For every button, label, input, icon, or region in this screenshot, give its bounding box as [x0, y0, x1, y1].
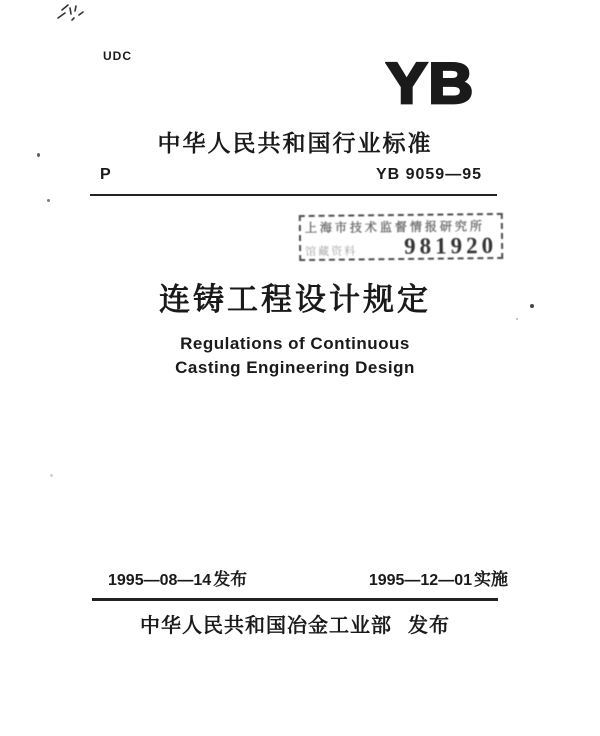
- yb-logo: YB: [386, 52, 475, 116]
- document-title-chinese: 连铸工程设计规定: [159, 282, 431, 317]
- scan-speck: [50, 474, 53, 477]
- scan-speck: [516, 318, 518, 320]
- stamp-text-line2: 馆藏资料: [305, 245, 358, 259]
- publish-label: 发布: [408, 615, 450, 637]
- scan-speck: [37, 153, 40, 157]
- classification-code: P: [100, 166, 111, 183]
- scan-speck: [530, 304, 534, 308]
- issue-date-group: [108, 565, 247, 590]
- issue-date: 1995—08—14: [108, 572, 212, 589]
- udc-label: UDC: [103, 49, 132, 63]
- stamp-accession-number: 981920: [403, 232, 498, 259]
- implement-date-group: [369, 565, 508, 590]
- implement-date-label: 实施: [474, 570, 508, 589]
- library-stamp: [299, 213, 503, 261]
- issue-date-label: 发布: [213, 570, 248, 589]
- stamp-text-line: 上海市技术监督情报研究所: [304, 219, 485, 236]
- publisher-line: [90, 609, 500, 638]
- document-title-english-line2: Casting Engineering Design: [175, 358, 415, 377]
- standard-class-heading: 中华人民共和国行业标准: [157, 130, 433, 156]
- publisher-name: 中华人民共和国冶金工业部: [140, 615, 392, 637]
- dates-row: [108, 565, 508, 590]
- standard-number: YB 9059—95: [375, 166, 482, 183]
- implement-date: 1995—12—01: [368, 572, 472, 589]
- header-divider-rule: [90, 194, 497, 196]
- document-title-english-line1: Regulations of Continuous: [180, 334, 410, 353]
- scan-speck: [47, 199, 50, 202]
- footer-divider-rule: [92, 598, 498, 601]
- pencil-scribble-mark: [48, 2, 92, 32]
